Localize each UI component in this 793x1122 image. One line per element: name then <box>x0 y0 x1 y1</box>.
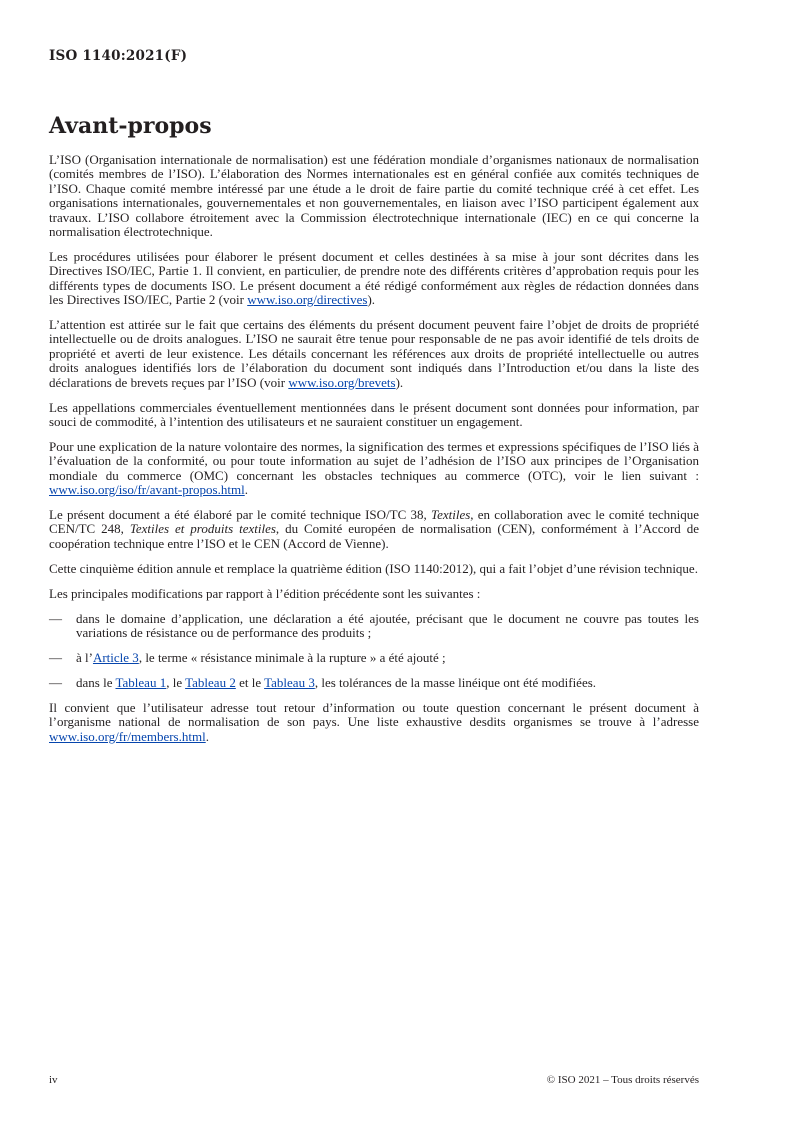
list-item: — à l’Article 3, le terme « résistance minimale à la rupture » a été ajouté ; <box>49 649 446 665</box>
paragraph-trade-names: Les appellations commerciales éventuellement mentionnées dans le présent document sont données pour information, par souci de commodité, à l’intention des utilisateurs et ne sauraient constituer un engagement. <box>49 399 699 429</box>
directives-link[interactable]: www.iso.org/directives <box>247 292 368 308</box>
page-footer <box>49 1074 699 1086</box>
page-title: Avant-propos <box>49 113 212 139</box>
dash-bullet: — <box>49 674 62 690</box>
paragraph-procedures: Les procédures utilisées pour élaborer le présent document et celles destinées à sa mise à jour sont décrites dans les Directives ISO/IEC, Partie 1. Il convient, en particulier, de prendre note des différents critères d’approbation requis pour les différents types de documents ISO. Le présent document a été rédigé conformément aux règles de rédaction données dans les Directives ISO/IEC, Partie 2 (voir www.iso.org/directives). <box>49 248 699 308</box>
paragraph-iso-intro: L’ISO (Organisation internationale de normalisation) est une fédération mondiale d’organismes nationaux de normalisation (comités membres de l’ISO). L’élaboration des Normes internationales est en général confiée aux comités techniques de l’ISO. Chaque comité membre intéressé par une étude a le droit de faire partie du comité technique créé à cet effet. Les organisations internationales, gouvernementales et non gouvernementales, en liaison avec l’ISO participent également aux travaux. L’ISO collabore étroitement avec la Commission électrotechnique internationale (IEC) en ce qui concerne la normalisation électrotechnique. <box>49 152 699 240</box>
paragraph-voluntary-nature: Pour une explication de la nature volontaire des normes, la signification des termes et expressions spécifiques de l’ISO liés à l’évaluation de la conformité, ou pour toute information au sujet de l’adhésion de l’ISO aux principes de l’Organisation mondiale du commerce (OMC) concernant les obstacles techniques au commerce (OTC), voir le lien suivant : www.iso.org/iso/fr/avant-propos.html. <box>49 438 699 498</box>
page-number: iv <box>49 1074 58 1086</box>
table-1-link[interactable]: Tableau 1 <box>115 674 167 690</box>
patents-link[interactable]: www.iso.org/brevets <box>288 374 396 390</box>
dash-bullet: — <box>49 649 62 665</box>
document-id: ISO 1140:2021(F) <box>49 48 188 64</box>
members-link[interactable]: www.iso.org/fr/members.html <box>49 728 206 744</box>
paragraph-edition: Cette cinquième édition annule et remplace la quatrième édition (ISO 1140:2012), qui a fait l’objet d’une révision technique. <box>49 560 698 576</box>
table-2-link[interactable]: Tableau 2 <box>185 674 236 690</box>
paragraph-feedback: Il convient que l’utilisateur adresse tout retour d’information ou toute question concernant le présent document à l’organisme national de normalisation de son pays. Une liste exhaustive desdits organismes se trouve à l’adresse www.iso.org/fr/members.html. <box>49 699 699 744</box>
copyright-notice: © ISO 2021 – Tous droits réservés <box>546 1074 699 1086</box>
table-3-link[interactable]: Tableau 3 <box>264 674 315 690</box>
paragraph-changes-intro: Les principales modifications par rapport à l’édition précédente sont les suivantes : <box>49 585 481 601</box>
dash-bullet: — <box>49 610 62 626</box>
foreword-link[interactable]: www.iso.org/iso/fr/avant-propos.html <box>49 482 245 498</box>
paragraph-committee: Le présent document a été élaboré par le comité technique ISO/TC 38, Textiles, en collaboration avec le comité technique CEN/TC 248, Textiles et produits textiles, du Comité européen de normalisation (CEN), conformément à l’Accord de coopération technique entre l’ISO et le CEN (Accord de Vienne). <box>49 507 699 551</box>
list-item: — dans le domaine d’application, une déclaration a été ajoutée, précisant que le document ne couvre pas toutes les variations de résistance ou de performance des produits ; <box>49 610 699 640</box>
foreword-body <box>49 153 699 754</box>
paragraph-patents: L’attention est attirée sur le fait que certains des éléments du présent document peuvent faire l’objet de droits de propriété intellectuelle ou de droits analogues. L’ISO ne saurait être tenue pour responsable de ne pas avoir identifié de tels droits de propriété et averti de leur existence. Les détails concernant les références aux droits de propriété intellectuelle ou autres droits analogues identifiés lors de l’élaboration du document sont indiqués dans l’Introduction et/ou dans la liste des déclarations de brevets reçues par l’ISO (voir www.iso.org/brevets). <box>49 317 699 390</box>
article-3-link[interactable]: Article 3 <box>92 649 139 665</box>
list-item: — dans le Tableau 1, le Tableau 2 et le Tableau 3, les tolérances de la masse linéique ont été modifiées. <box>49 674 597 690</box>
